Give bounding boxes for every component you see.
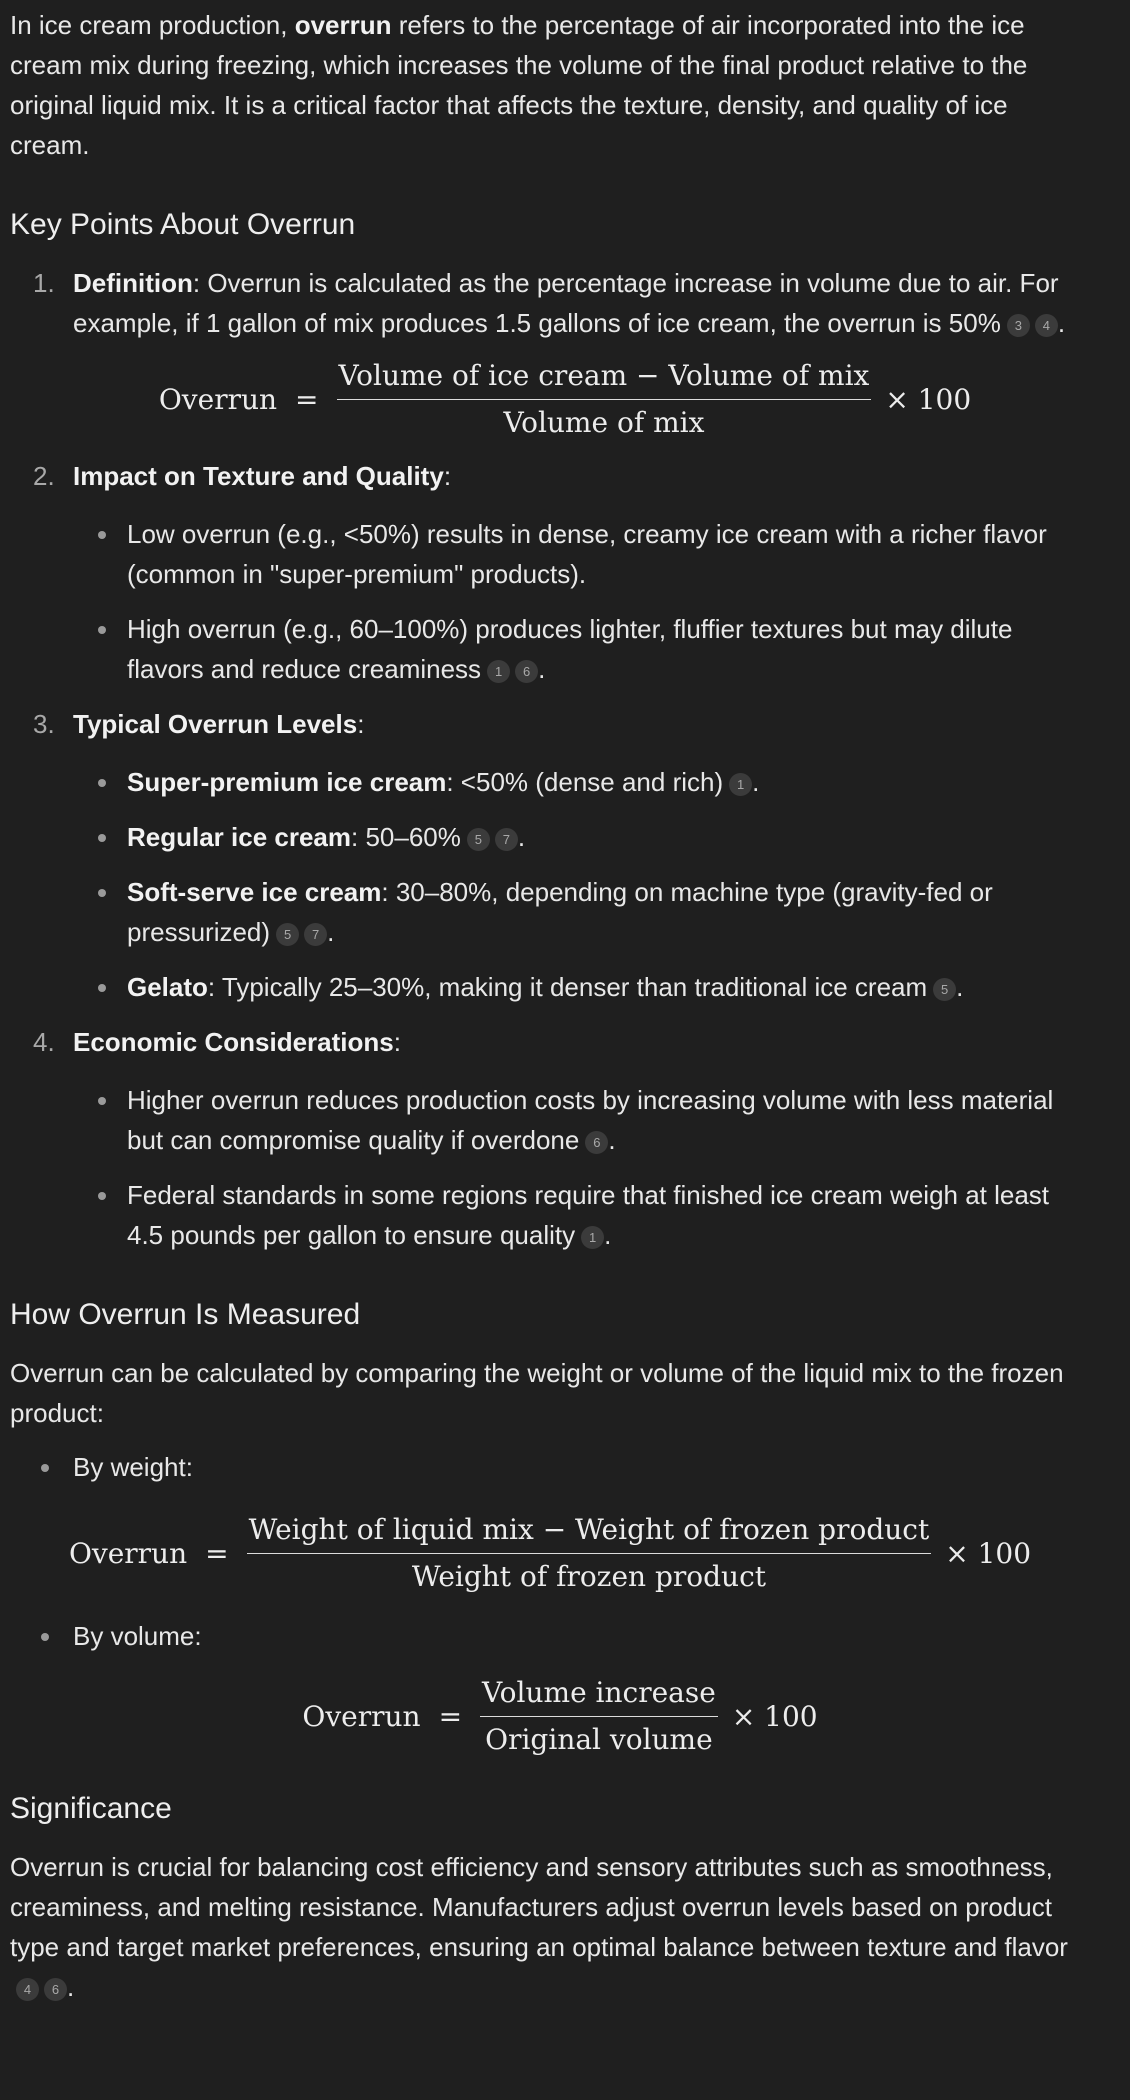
key-point-colon: : [443, 461, 452, 491]
bullet-text: : 30–80%, depending on machine type (gravity-fed or pressurized) [127, 877, 993, 947]
key-point-colon: : [393, 1027, 401, 1057]
answer-content [10, 5, 1090, 2007]
overrun-weight-formula [10, 1511, 1090, 1596]
significance-text: Overrun is crucial for balancing cost efficiency and sensory attributes such as smoothness, creaminess, and melting resistance. Manufacturers adjust overrun levels based on product type and target market preferences, ensuring an optimal balance between texture and flavor [10, 1852, 1068, 1962]
key-point-title: Economic Considerations [73, 1027, 394, 1057]
list-item: High overrun (e.g., 60–100%) produces lighter, fluffier textures but may dilute flavors and reduce creaminess 1 6 . [73, 609, 1090, 689]
bullet-text: High overrun (e.g., 60–100%) produces lighter, fluffier textures but may dilute flavors and reduce creaminess [127, 614, 1013, 684]
method-label: By weight: [73, 1452, 193, 1482]
citation-badge[interactable]: 5 [467, 828, 490, 851]
key-point-definition: 1. Definition: Overrun is calculated as the percentage increase in volume due to air. For example, if 1 gallon of mix produces 1.5 gallons of ice cream, the overrun is 50% 3 4 . [10, 263, 1090, 343]
formula-denominator: Original volume [485, 1723, 713, 1756]
bullet-text: Low overrun (e.g., <50%) results in dense, creamy ice cream with a richer flavor (common in "super-premium" products). [127, 519, 1047, 589]
economics-bullets [73, 1080, 1090, 1255]
list-item: Soft-serve ice cream: 30–80%, depending on machine type (gravity-fed or pressurized) 5 7 . [73, 872, 1090, 952]
citation-badge[interactable]: 4 [1035, 314, 1058, 337]
list-item: Regular ice cream: 50–60% 5 7 . [73, 817, 1090, 857]
bullet-text: Federal standards in some regions require that finished ice cream weigh at least 4.5 pounds per gallon to ensure quality [127, 1180, 1050, 1250]
formula-equals: = [205, 1536, 229, 1570]
list-item [10, 1447, 1090, 1487]
measured-intro: Overrun can be calculated by comparing the weight or volume of the liquid mix to the frozen product: [10, 1358, 1064, 1428]
bullet-bold: Soft-serve ice cream [127, 877, 382, 907]
formula-fraction [337, 357, 872, 442]
intro-bold-term: overrun [294, 10, 392, 40]
key-point-text: : Overrun is calculated as the percentage increase in volume due to air. For example, if 1 gallon of mix produces 1.5 gallons of ice cream, the overrun is 50% [73, 268, 1059, 338]
list-item [10, 1616, 1090, 1656]
formula-lhs: Overrun [158, 382, 278, 416]
formula-denominator: Weight of frozen product [411, 1560, 766, 1593]
key-point-colon: : [357, 709, 365, 739]
levels-bullets [73, 762, 1090, 1007]
citation-badge[interactable]: 1 [581, 1226, 604, 1249]
formula-equals: = [295, 382, 319, 416]
formula-multiplier: × 100 [885, 382, 972, 416]
key-point-title: Impact on Texture and Quality [73, 461, 444, 491]
list-number: 1. [33, 268, 55, 298]
bullet-text: : Typically 25–30%, making it denser than traditional ice cream [207, 972, 928, 1002]
citation-badge[interactable]: 4 [16, 1978, 39, 2001]
formula-fraction [247, 1511, 932, 1596]
intro-paragraph [10, 5, 1090, 165]
citation-badge[interactable]: 7 [304, 923, 327, 946]
citation-badge[interactable]: 6 [585, 1131, 608, 1154]
list-number: 2. [33, 461, 55, 491]
citation-badge[interactable]: 6 [44, 1978, 67, 2001]
citation-badge[interactable]: 6 [515, 660, 538, 683]
method-label: By volume: [73, 1621, 202, 1651]
list-item [73, 514, 1090, 594]
key-point-economics [10, 1022, 1090, 1255]
key-point-title: Typical Overrun Levels [73, 709, 358, 739]
formula-numerator: Volume of ice cream − Volume of mix [337, 357, 872, 400]
overrun-increase-formula [10, 1674, 1090, 1759]
list-number: 3. [33, 709, 55, 739]
citation-badge[interactable]: 5 [933, 978, 956, 1001]
key-point-title: Definition [73, 268, 193, 298]
formula-multiplier: × 100 [945, 1536, 1032, 1570]
formula-lhs: Overrun [302, 1699, 421, 1733]
citation-badge[interactable]: 1 [487, 660, 510, 683]
list-item: Super-premium ice cream: <50% (dense and rich) 1 . [73, 762, 1090, 802]
measure-method-weight [10, 1447, 1090, 1487]
bullet-text: : <50% (dense and rich) [446, 767, 724, 797]
formula-equals: = [438, 1699, 463, 1733]
key-points-heading: Key Points About Overrun [10, 208, 356, 241]
formula-numerator: Weight of liquid mix − Weight of frozen product [247, 1511, 932, 1554]
intro-text-rest: refers to the percentage of air incorporated into the ice cream mix during freezing, which increases the volume of the final product relative to the original liquid mix. It is a critical factor that affects the texture, density, and quality of ice cream. [10, 10, 1028, 160]
bullet-bold: Super-premium ice cream [127, 767, 447, 797]
impact-bullets [73, 514, 1090, 689]
overrun-volume-formula [50, 357, 1080, 442]
bullet-bold: Gelato [127, 972, 208, 1002]
bullet-bold: Regular ice cream [127, 822, 352, 852]
citation-badge[interactable]: 5 [276, 923, 299, 946]
list-item: Higher overrun reduces production costs by increasing volume with less material but can compromise quality if overdone 6 . [73, 1080, 1090, 1160]
significance-paragraph [10, 1847, 1090, 2007]
key-point-levels [10, 704, 1090, 1007]
citation-badge[interactable]: 1 [729, 773, 752, 796]
formula-fraction [480, 1674, 718, 1759]
list-item: Federal standards in some regions require that finished ice cream weigh at least 4.5 pounds per gallon to ensure quality 1 . [73, 1175, 1090, 1255]
list-number: 4. [33, 1027, 55, 1057]
citation-badge[interactable]: 7 [495, 828, 518, 851]
key-points-list-continued [10, 456, 1090, 1255]
bullet-text: : 50–60% [351, 822, 461, 852]
significance-end: . [67, 1972, 75, 2002]
formula-numerator: Volume increase [480, 1674, 718, 1717]
citation-badge[interactable]: 3 [1007, 314, 1030, 337]
formula-lhs: Overrun [68, 1536, 188, 1570]
significance-heading: Significance [10, 1792, 172, 1825]
key-point-impact [10, 456, 1090, 689]
list-item: Gelato: Typically 25–30%, making it denser than traditional ice cream 5 . [73, 967, 1090, 1007]
bullet-text: Higher overrun reduces production costs by increasing volume with less material but can compromise quality if overdone [127, 1085, 1054, 1155]
formula-multiplier: × 100 [731, 1699, 818, 1733]
measure-method-volume [10, 1616, 1090, 1656]
intro-text: In ice cream production, [10, 10, 295, 40]
key-points-list [10, 263, 1090, 343]
measured-heading: How Overrun Is Measured [10, 1298, 361, 1331]
formula-denominator: Volume of mix [503, 406, 705, 439]
